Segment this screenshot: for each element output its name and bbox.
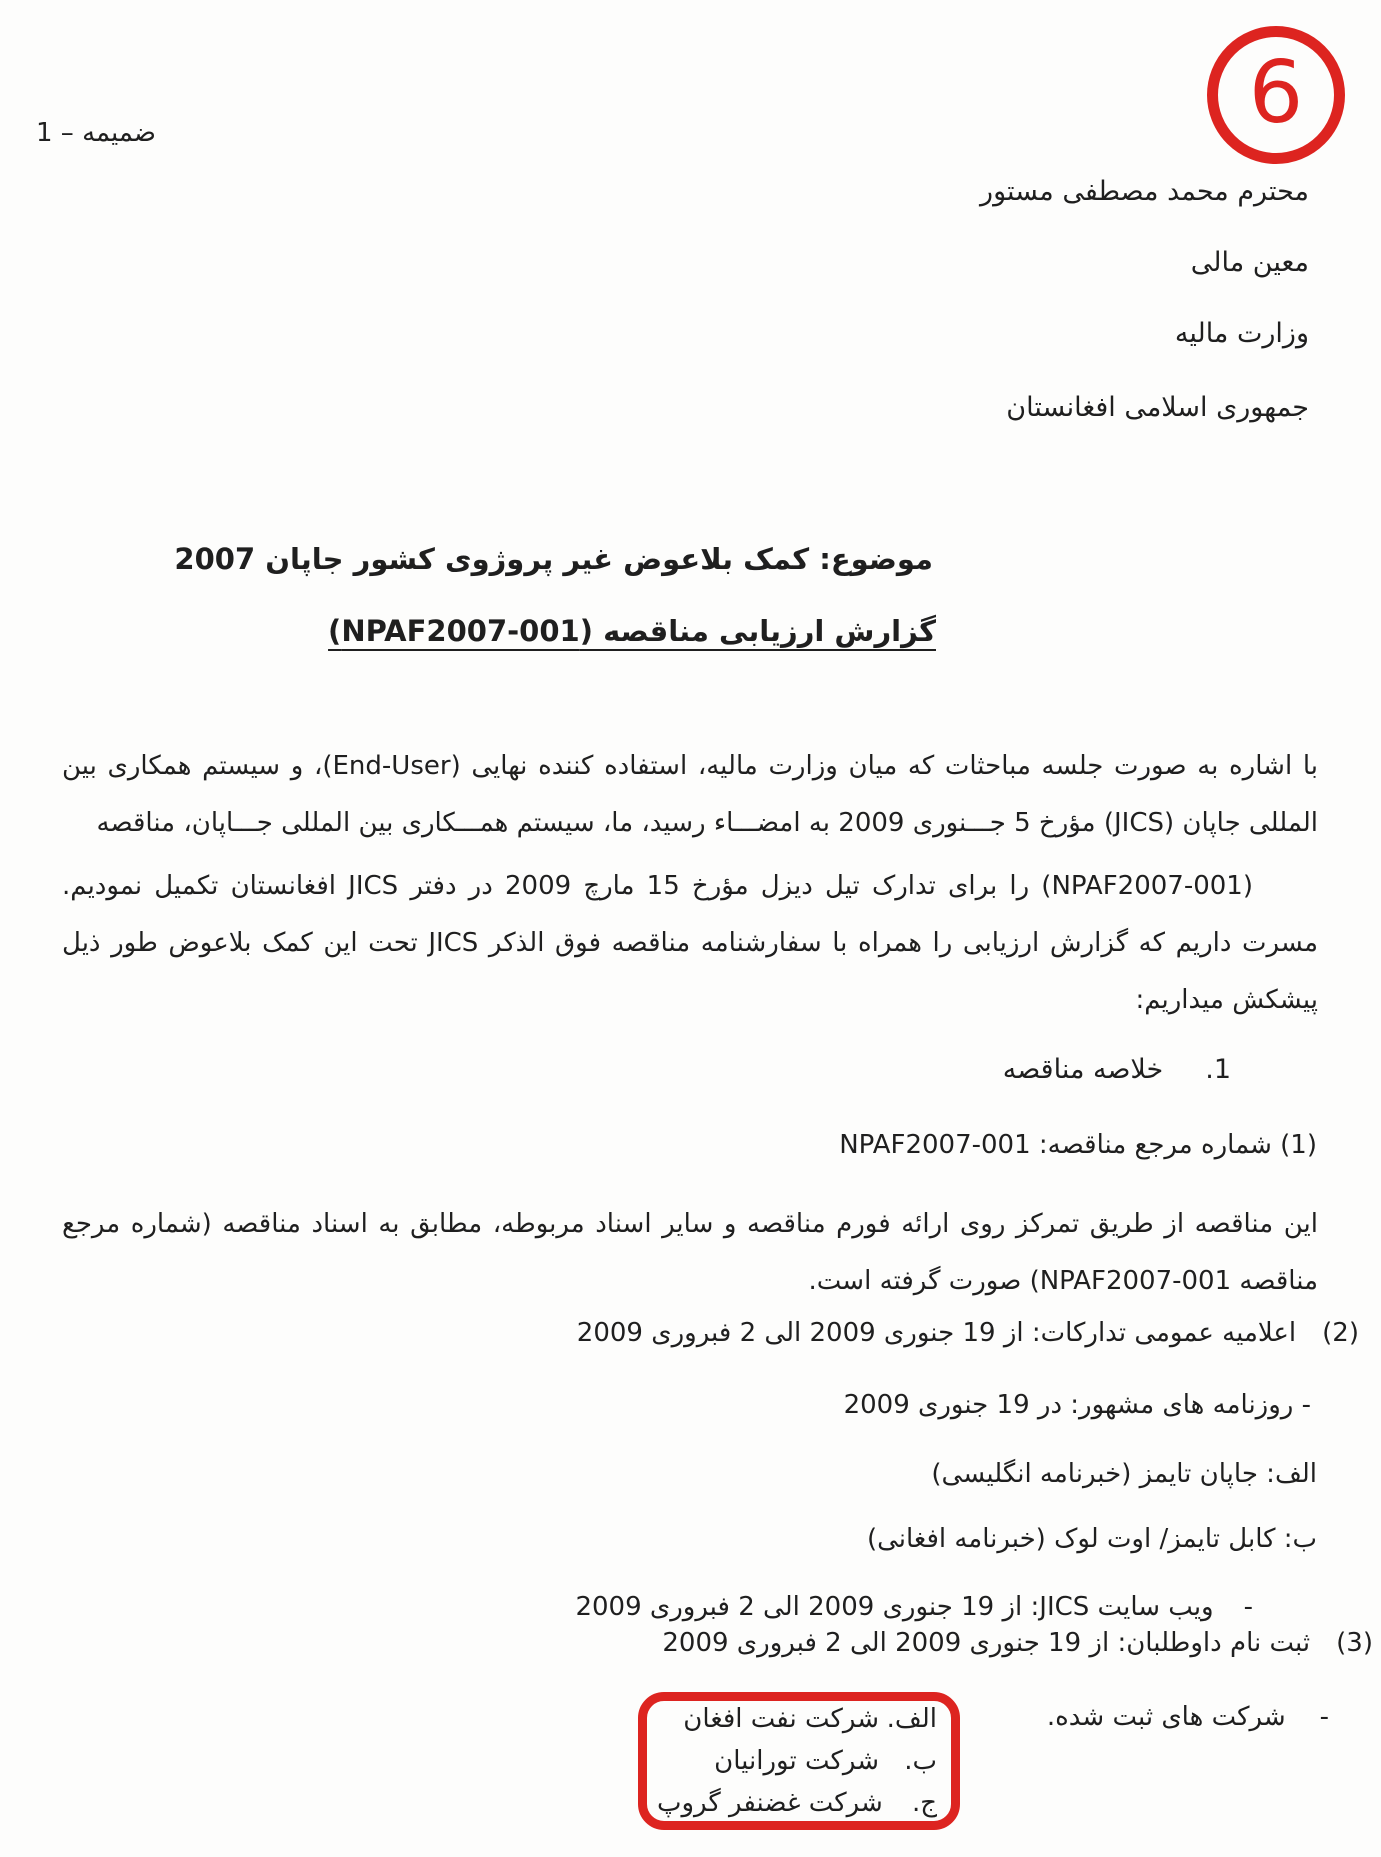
section-1-title: خلاصه مناقصه (1002, 1054, 1164, 1085)
item-3-registration (662, 1628, 1373, 1658)
section-1-number: 1. (1205, 1054, 1231, 1085)
body-paragraph-2: (NPAF2007-001) را برای تدارک تیل دیزل مؤرخ 15 مارچ 2009 در دفتر JICS افغانستان تکمیل نمودیم. مسرت داریم که گزارش ارزیابی را همراه با سفارشنامه مناقصه فوق الذکر JICS تحت این کمک بلاعوض طور ذیل پیشکش میداریم: (62, 871, 1318, 1015)
recipient-country: جمهوری اسلامی افغانستان (1006, 392, 1309, 423)
item-2-marker: (2) (1322, 1318, 1359, 1348)
stamp-digit: 6 (1248, 43, 1304, 143)
circled-number-stamp (1207, 26, 1345, 164)
registered-companies-line (1047, 1702, 1329, 1732)
company-label: ج. (911, 1788, 937, 1818)
recipient-ministry: وزارت مالیه (1174, 318, 1309, 349)
company-row (657, 1698, 937, 1740)
subject-line-1: موضوع: کمک بلاعوض غیر پروژوی کشور جاپان 2007 (174, 542, 933, 576)
recipient-name: محترم محمد مصطفی مستور (980, 176, 1309, 207)
registered-text: شرکت های ثبت شده. (1046, 1702, 1286, 1732)
item-2-text: اعلامیه عمومی تدارکات: از 19 جنوری 2009 الی 2 فبروری 2009 (576, 1318, 1297, 1348)
section-1-heading (1003, 1054, 1231, 1085)
item-1-reference-number: (1) شماره مرجع مناقصه: NPAF2007-001 (839, 1130, 1317, 1160)
item-2-procurement-notice (577, 1318, 1359, 1348)
company-name: شرکت نفت افغان (683, 1704, 879, 1734)
company-label: الف. (886, 1704, 937, 1734)
item-3-marker: (3) (1336, 1628, 1373, 1658)
company-label: ب. (904, 1746, 937, 1776)
recipient-title: معین مالی (1190, 247, 1309, 278)
newspaper-b-line: ب: کابل تایمز/ اوت لوک (خبرنامه افغانی) (866, 1524, 1317, 1554)
company-row (657, 1782, 937, 1824)
company-name: شرکت غضنفر گروپ (657, 1788, 883, 1818)
newspaper-a-line: الف: جاپان تایمز (خبرنامه انگلیسی) (931, 1459, 1317, 1489)
item-3-text: ثبت نام داوطلبان: از 19 جنوری 2009 الی 2 فبروری 2009 (662, 1628, 1311, 1658)
company-name: شرکت تورانیان (714, 1746, 879, 1776)
subject-line-2: گزارش ارزیابی مناقصه (NPAF2007-001) (328, 614, 936, 648)
annex-label: ضمیمه – 1 (36, 118, 157, 148)
company-row (657, 1740, 937, 1782)
registered-dash-marker: - (1319, 1702, 1329, 1732)
newspapers-line: - روزنامه های مشهور: در 19 جنوری 2009 (843, 1390, 1311, 1420)
red-highlight-box (638, 1692, 960, 1830)
body-paragraph-1: با اشاره به صورت جلسه مباحثات که میان وزارت مالیه، استفاده کننده نهایی (End-User)، و سیستم همکاری بین المللی جاپان (JICS) مؤرخ 5 جـــنوری 2009 به امضـــاء رسید، ما، سیستم همـــکاری بین المللی جـــاپان، مناقصه (62, 751, 1318, 838)
website-bullet-line (575, 1592, 1253, 1622)
website-text: ویب سایت JICS: از 19 جنوری 2009 الی 2 فبروری 2009 (575, 1592, 1214, 1622)
item-1-note-paragraph: این مناقصه از طریق تمرکز روی ارائه فورم مناقصه و سایر اسناد مربوطه، مطابق به اسناد مناقصه (شماره مرجع مناقصه NPAF2007-001) صورت گرفته است. (62, 1209, 1318, 1296)
website-dash-marker: - (1243, 1592, 1253, 1622)
